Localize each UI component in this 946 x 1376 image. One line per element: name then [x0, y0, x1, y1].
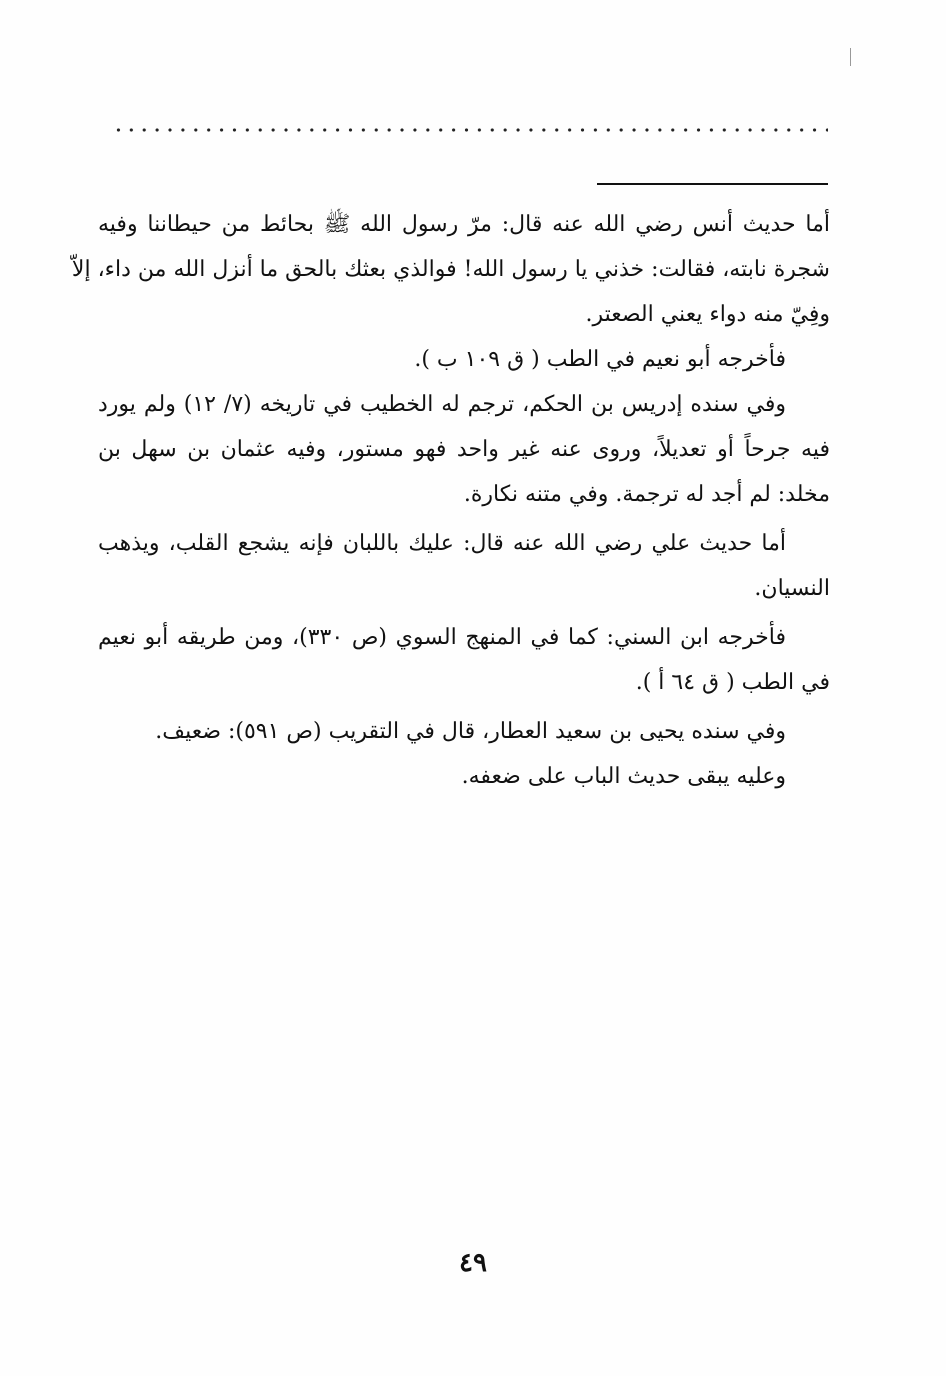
text-line: شجرة نابته، فقالت: خذني يا رسول الله! فوالذي بعثك بالحق ما أنزل الله من داء، إلاّ [71, 257, 830, 282]
text-line: وعليه يبقى حديث الباب على ضعفه. [461, 764, 786, 789]
text-line: وفِيّ منه دواء يعني الصعتر. [585, 302, 830, 327]
dotted-separator [112, 124, 828, 136]
paragraph-abu-nuaim-source [98, 337, 830, 382]
footnote-rule [597, 183, 828, 185]
paragraph-idris-chain [98, 382, 830, 517]
text-line: وفي سنده إدريس بن الحكم، ترجم له الخطيب في تاريخه (٧/ ١٢) ولم يورد [98, 392, 786, 417]
paragraph-conclusion [98, 754, 830, 799]
text-line: فيه جرحاً أو تعديلاً، وروى عنه غير واحد فهو مستور، وفيه عثمان بن سهل بن [98, 437, 830, 462]
page-number: ٤٩ [459, 1248, 487, 1278]
text-line: أما حديث أنس رضي الله عنه قال: مرّ رسول الله ﷺ بحائط من حيطاننا وفيه [98, 212, 830, 237]
body-text [71, 202, 830, 799]
paragraph-yahya-chain [98, 709, 830, 754]
text-line: مخلد: لم أجد له ترجمة. وفي متنه نكارة. [463, 482, 830, 507]
text-line: النسيان. [754, 576, 830, 601]
text-line: فأخرجه أبو نعيم في الطب ( ق ١٠٩ ب ). [414, 347, 786, 372]
text-line: فأخرجه ابن السني: كما في المنهج السوي (ص ٣٣٠)، ومن طريقه أبو نعيم [98, 625, 786, 650]
paragraph-ali-hadith [98, 521, 830, 611]
paragraph-anas-hadith [71, 202, 830, 337]
paragraph-ibn-sunni-source [98, 615, 830, 705]
scan-mark [850, 48, 851, 66]
text-line: في الطب ( ق ٦٤ أ ). [635, 670, 830, 695]
text-line: وفي سنده يحيى بن سعيد العطار، قال في التقريب (ص ٥٩١): ضعيف. [155, 719, 786, 744]
text-line: أما حديث علي رضي الله عنه قال: عليك باللبان فإنه يشجع القلب، ويذهب [98, 531, 786, 556]
